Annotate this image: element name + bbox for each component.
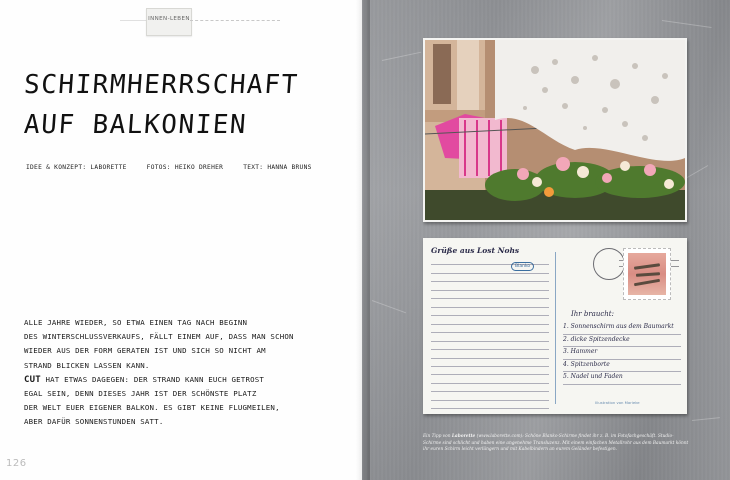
metal-scratch [382, 52, 421, 61]
metal-scratch [692, 417, 720, 421]
postmark-icon [593, 248, 625, 280]
body-line: DES WINTERSCHLUSSVERKAUFS, FÄLLT EINEM AUF, DASS MAN SCHON [24, 332, 294, 342]
headline-line-1: SCHIRMHERRSCHAFT [22, 70, 300, 100]
body-line: ALLE JAHRE WIEDER, SO ETWA EINEN TAG NACH BEGINN [24, 318, 248, 327]
body-line: DER WELT EUER EIGENER BALKON. ES GIBT KEINE FLUGMEILEN, [24, 403, 280, 413]
page-number: 126 [6, 458, 27, 469]
list-item: 2. dicke Spitzendecke [563, 335, 681, 348]
caption [423, 434, 691, 454]
postcard-handwriting [431, 258, 549, 414]
list-item: 3. Hammer [563, 347, 681, 360]
headline-line-2: AUF BALKONIEN [22, 110, 249, 140]
body-line-cut [24, 373, 344, 387]
postcard-divider [555, 252, 556, 404]
credit-concept: IDEE & KONZEPT: LABORETTE [26, 164, 127, 171]
balcony-photo-frame [423, 38, 687, 222]
credits [26, 164, 328, 171]
metal-scratch [372, 300, 406, 313]
metal-scratch [662, 20, 712, 28]
body-line: EGAL SEIN, DENN DIESES JAHR IST DER SCHÖNSTE PLATZ [24, 389, 257, 399]
body-line: WIEDER AUS DER FORM GERATEN IST UND SICH SO NICHT AM [24, 346, 266, 356]
list-item: 1. Sonnenschirm aus dem Baumarkt [563, 322, 681, 335]
caption-lead: Ein Tipp von [423, 434, 452, 439]
cut-wordmark: CUT [24, 374, 41, 385]
headline [24, 72, 298, 138]
postcard-footer: Illustration von Marieke [595, 400, 640, 405]
credit-text: TEXT: HANNA BRUNS [243, 164, 312, 171]
postcard [423, 238, 687, 414]
tab-rule-left [120, 20, 146, 21]
section-tab-label: INNEN-LEBEN [148, 16, 190, 22]
postcard-greeting: Grüße aus Lost Nohs [431, 246, 520, 255]
balcony-photo [425, 40, 685, 220]
list-item: 5. Nadel und Faden [563, 372, 681, 385]
caption-rest: (www.laborette.com): Schöne Blanko-Schirme findet ihr z. B. im Fotofachgeschäft. Studio-Schirme sind schlicht und haben eine angenehme Transluzenz. Mit einem einfachen Metallrohr aus dem Baumarkt könnt ihr euren Schirm leicht verlängern und mit Kabelbindern an eurem Geländer befestigen. [423, 434, 689, 453]
body-cut-rest: HAT ETWAS DAGEGEN: DER STRAND KANN EUCH GETROST [40, 374, 265, 384]
stamp-icon [623, 248, 671, 300]
postcard-list [563, 322, 681, 385]
caption-brand: Laborette [451, 434, 476, 439]
right-page [362, 0, 730, 480]
left-page [0, 0, 362, 480]
tab-rule-right [190, 20, 280, 21]
body-line: ABER DAFÜR SONNENSTUNDEN SATT. [24, 417, 164, 427]
gutter-shadow [356, 0, 370, 480]
balcony-photo-illustration [425, 40, 685, 220]
body-text [24, 316, 344, 430]
postcard-logo: Blanko [511, 262, 534, 271]
credit-photos: FOTOS: HEIKO DREHER [146, 164, 224, 171]
postcard-list-title: Ihr braucht: [571, 310, 614, 318]
section-tab [146, 8, 192, 36]
list-item: 4. Spitzenborte [563, 360, 681, 373]
body-line: STRAND BLICKEN LASSEN KANN. [24, 360, 150, 370]
